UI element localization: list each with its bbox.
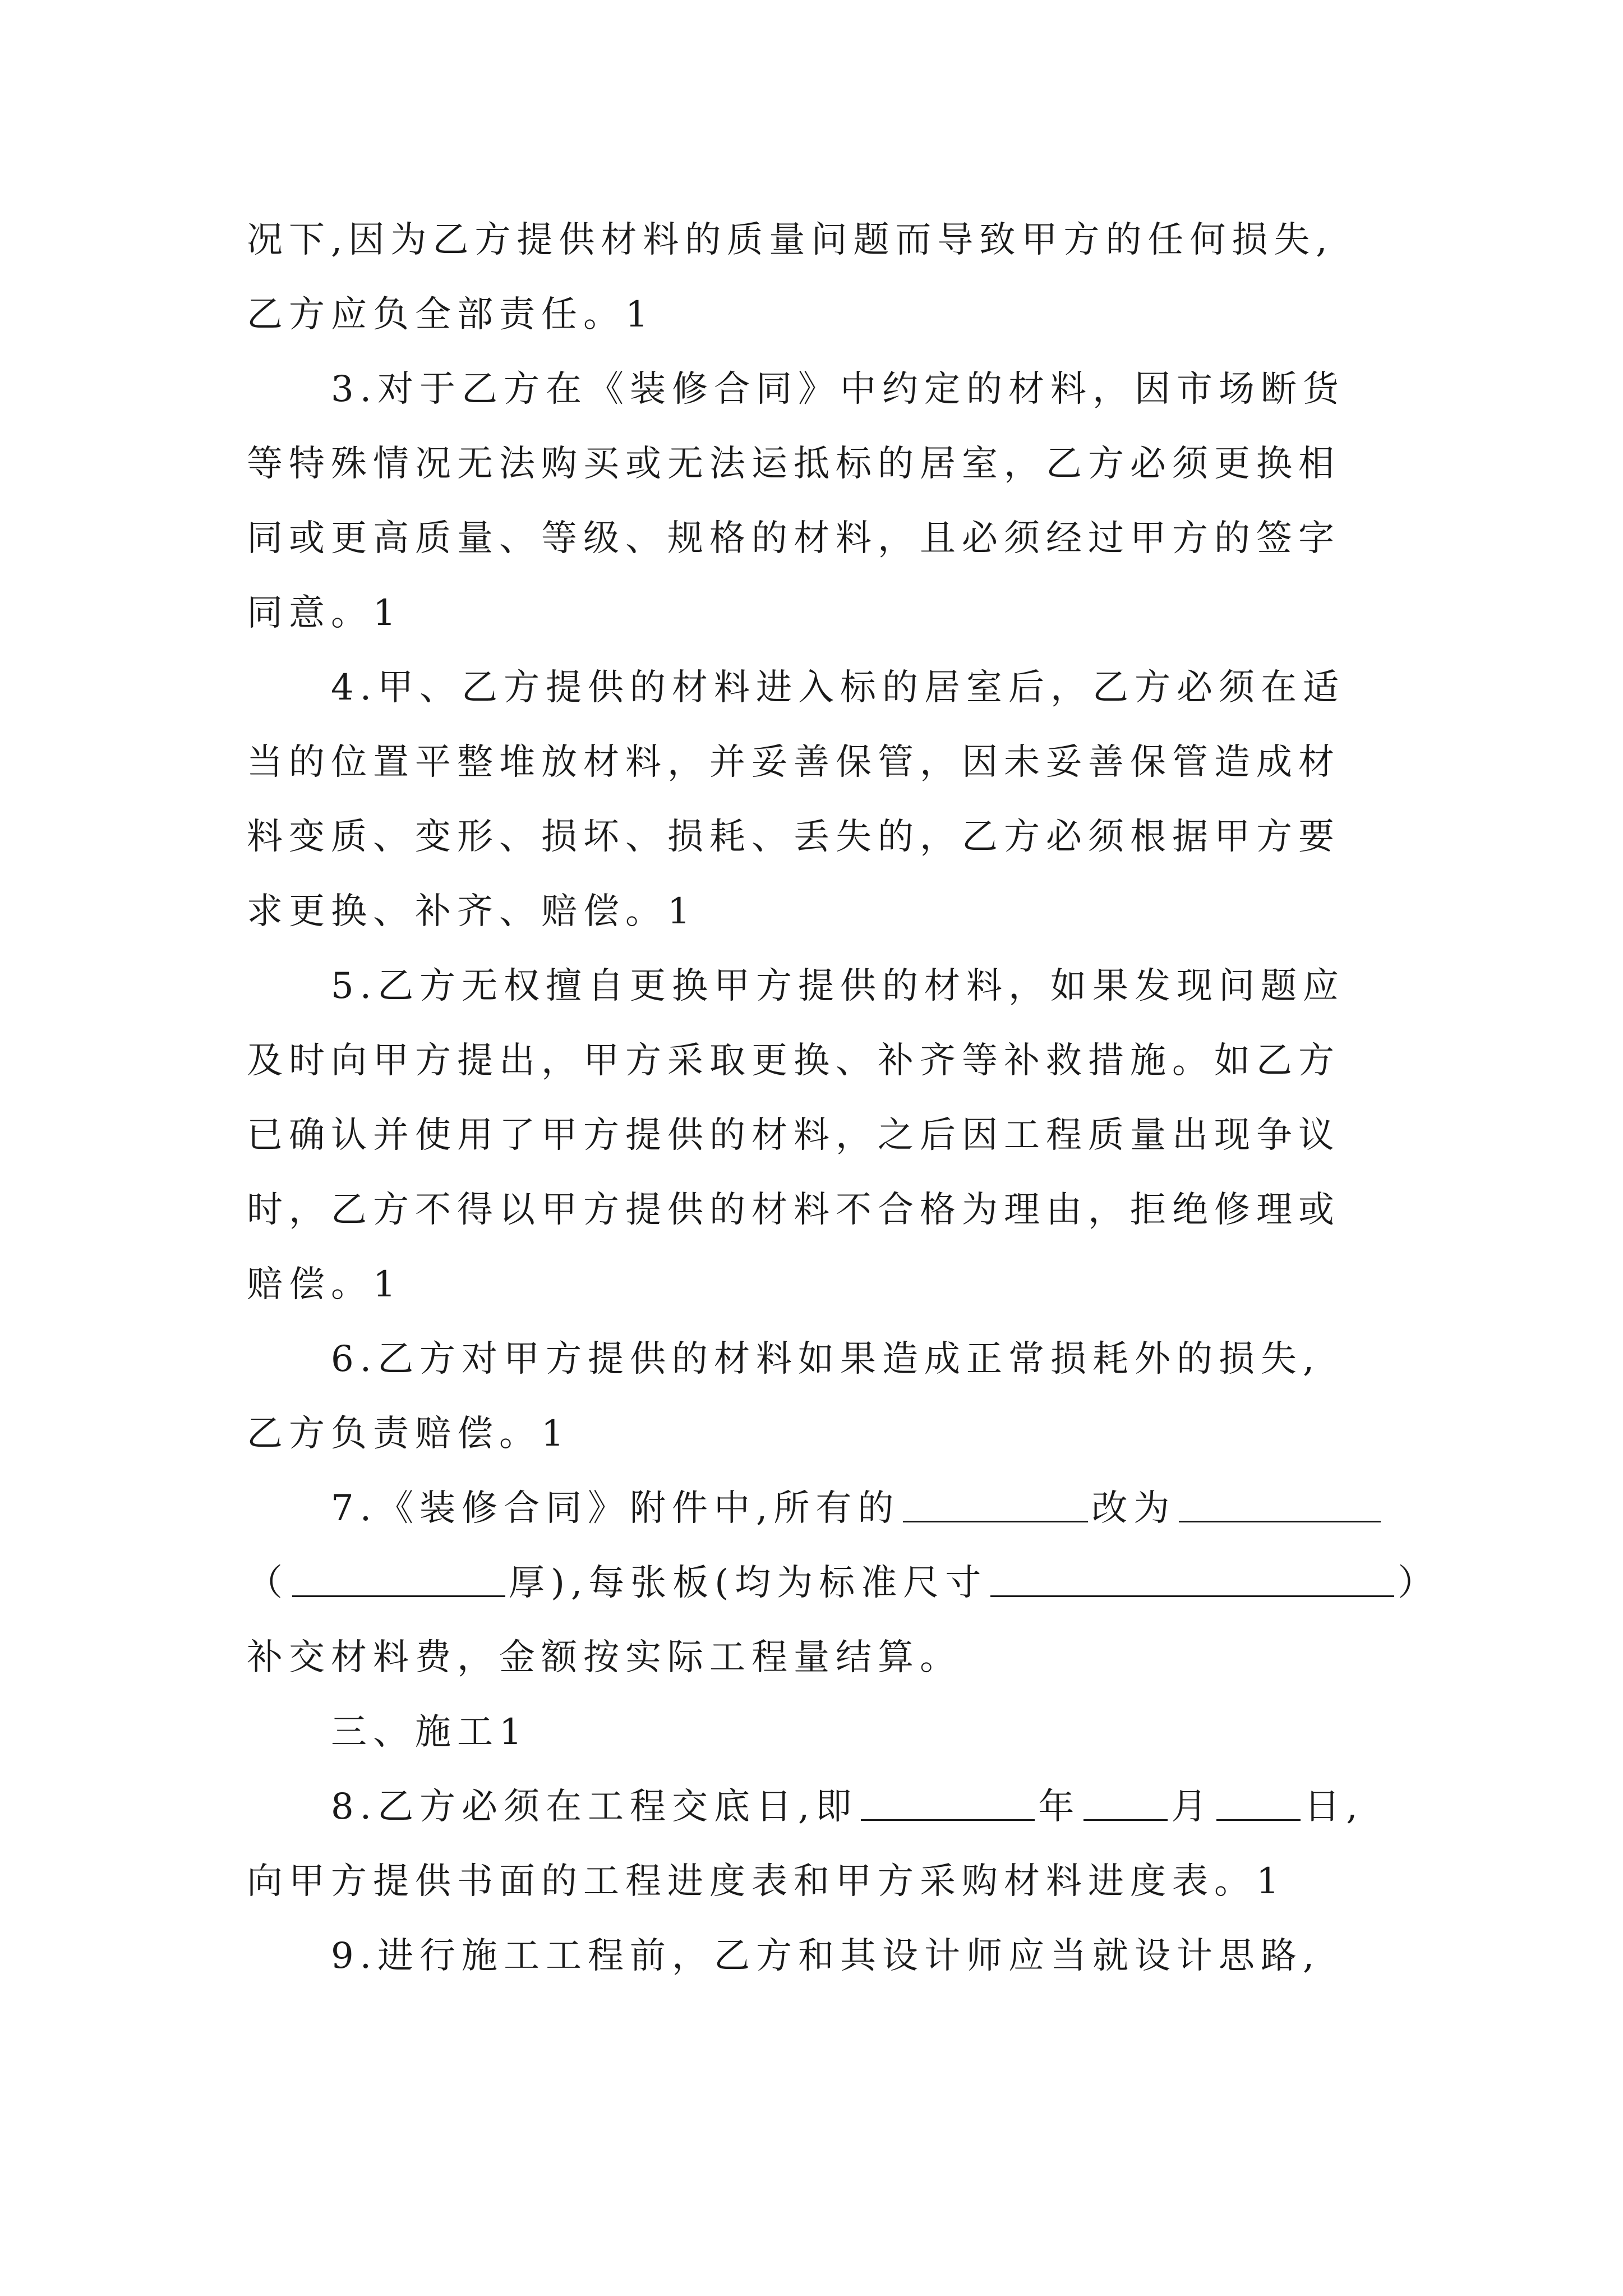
clause-7-text: ） — [1398, 1562, 1440, 1604]
clause-5-line: 5.乙方无权擅自更换甲方提供的材料，如果发现问题应 — [331, 965, 1345, 1007]
text-line: 当的位置平整堆放材料，并妥善保管，因未妥善保管造成材 — [247, 742, 1340, 783]
blank-line — [903, 1489, 1088, 1522]
text-line: 等特殊情况无法购买或无法运抵标的居室，乙方必须更换相 — [247, 443, 1340, 485]
text-line: 求更换、补齐、赔偿。1 — [247, 891, 697, 932]
blank-line — [1216, 1788, 1301, 1821]
clause-8-line — [247, 1770, 1396, 1844]
text-line: 时，乙方不得以甲方提供的材料不合格为理由，拒绝修理或 — [247, 1189, 1340, 1231]
clause-8-text: 日, — [1304, 1786, 1364, 1828]
clause-7-line — [247, 1471, 1396, 1546]
text-line: 及时向甲方提出，甲方采取更换、补齐等补救措施。如乙方 — [247, 1040, 1340, 1082]
clause-7-text: 7.《装修合同》附件中,所有的 — [331, 1488, 900, 1529]
blank-line — [1179, 1489, 1381, 1522]
clause-8-text: 月 — [1171, 1786, 1214, 1828]
clause-8-text: 8.乙方必须在工程交底日,即 — [331, 1786, 858, 1828]
clause-6-line: 6.乙方对甲方提供的材料如果造成正常损耗外的损失, — [331, 1338, 1321, 1380]
text-line: 乙方负责赔偿。1 — [247, 1413, 570, 1455]
clause-7-line — [247, 1546, 1440, 1621]
text-line: 料变质、变形、损坏、损耗、丢失的，乙方必须根据甲方要 — [247, 816, 1340, 858]
section-heading: 三、施工1 — [331, 1711, 528, 1753]
clause-8-text: 年 — [1038, 1786, 1081, 1828]
clause-4-line: 4.甲、乙方提供的材料进入标的居室后，乙方必须在适 — [331, 667, 1345, 708]
clause-3-line: 3.对于乙方在《装修合同》中约定的材料，因市场断货 — [331, 369, 1345, 410]
text-line: 向甲方提供书面的工程进度表和甲方采购材料进度表。1 — [247, 1861, 1285, 1902]
blank-line — [861, 1788, 1035, 1821]
text-line: 同意。1 — [247, 592, 402, 634]
text-line: 同或更高质量、等级、规格的材料，且必须经过甲方的签字 — [247, 518, 1340, 559]
document-body — [247, 203, 1440, 1994]
text-line: 况下,因为乙方提供材料的质量问题而导致甲方的任何损失, — [247, 219, 1334, 261]
text-line: 已确认并使用了甲方提供的材料，之后因工程质量出现争议 — [247, 1115, 1340, 1156]
clause-7-text: 厚),每张板(均为标准尺寸 — [509, 1562, 988, 1604]
text-line: 赔偿。1 — [247, 1264, 402, 1305]
blank-line — [292, 1564, 505, 1597]
text-line: 乙方应负全部责任。1 — [247, 294, 654, 335]
blank-line — [1083, 1788, 1168, 1821]
clause-7-text: （ — [247, 1562, 289, 1604]
blank-line — [990, 1564, 1394, 1597]
clause-7-text: 改为 — [1091, 1488, 1176, 1529]
text-line: 补交材料费，金额按实际工程量结算。 — [247, 1637, 962, 1678]
clause-9-line: 9.进行施工工程前，乙方和其设计师应当就设计思路, — [331, 1935, 1321, 1977]
